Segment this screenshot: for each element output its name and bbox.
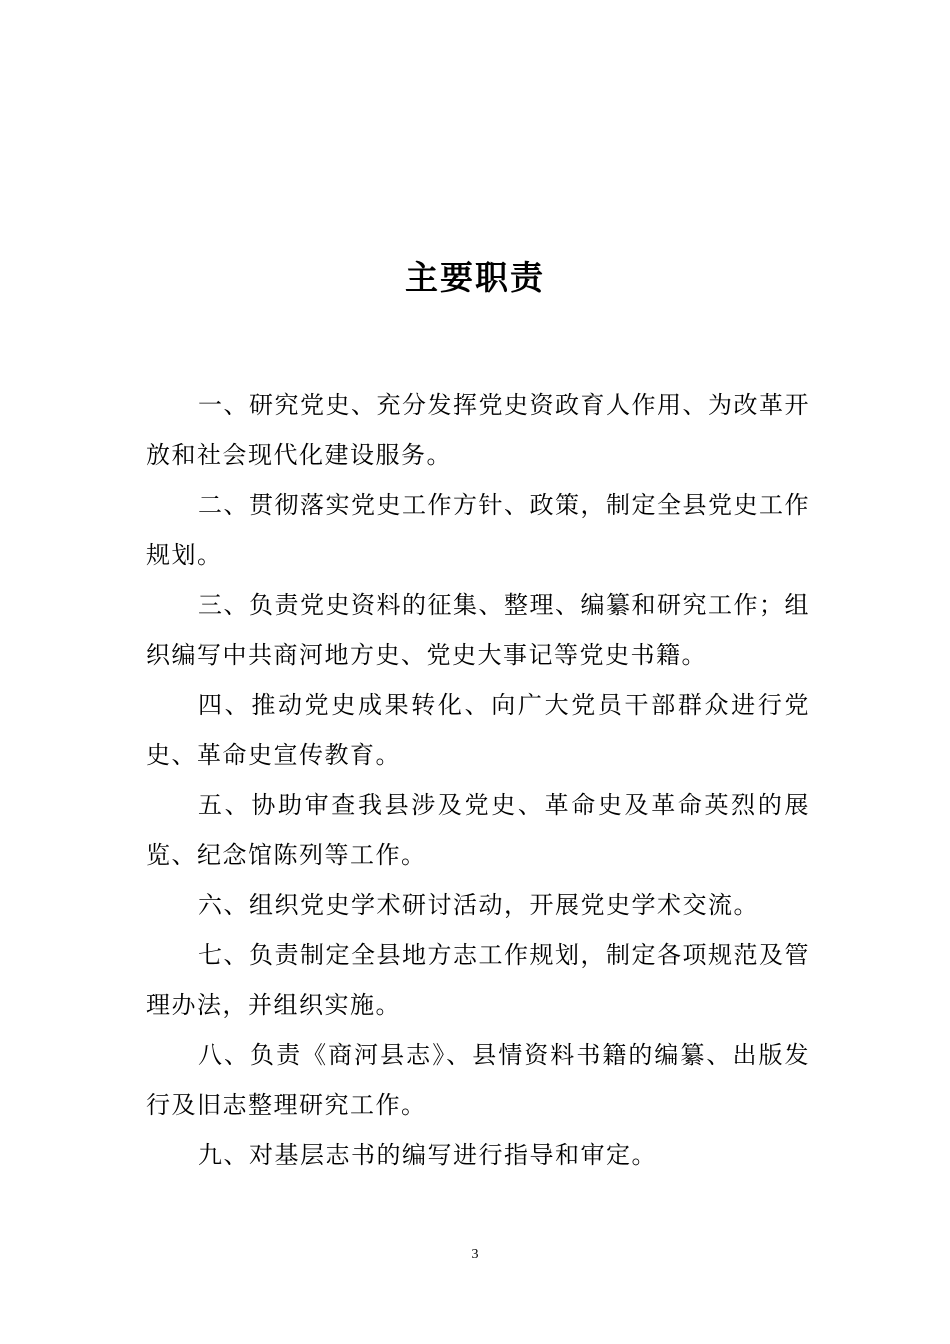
page-title: 主要职责 (405, 258, 545, 297)
duty-paragraph-2: 二、贯彻落实党史工作方针、政策，制定全县党史工作规划。 (146, 491, 810, 569)
duty-paragraph-5: 五、协助审查我县涉及党史、革命史及革命英烈的展览、纪念馆陈列等工作。 (146, 791, 810, 869)
page-number: 3 (471, 1247, 479, 1262)
duties-list (146, 380, 810, 1180)
duty-paragraph-6: 六、组织党史学术研讨活动，开展党史学术交流。 (198, 891, 759, 919)
duty-paragraph-3: 三、负责党史资料的征集、整理、编纂和研究工作；组织编写中共商河地方史、党史大事记等党史书籍。 (146, 591, 810, 669)
duty-paragraph-4: 四、推动党史成果转化、向广大党员干部群众进行党史、革命史宣传教育。 (146, 691, 810, 769)
duty-paragraph-8: 八、负责《商河县志》、县情资料书籍的编纂、出版发行及旧志整理研究工作。 (146, 1041, 810, 1119)
duty-paragraph-1: 一、研究党史、充分发挥党史资政育人作用、为改革开放和社会现代化建设服务。 (146, 391, 810, 469)
duty-paragraph-7: 七、负责制定全县地方志工作规划，制定各项规范及管理办法，并组织实施。 (146, 941, 810, 1019)
duty-paragraph-9: 九、对基层志书的编写进行指导和审定。 (198, 1141, 657, 1169)
